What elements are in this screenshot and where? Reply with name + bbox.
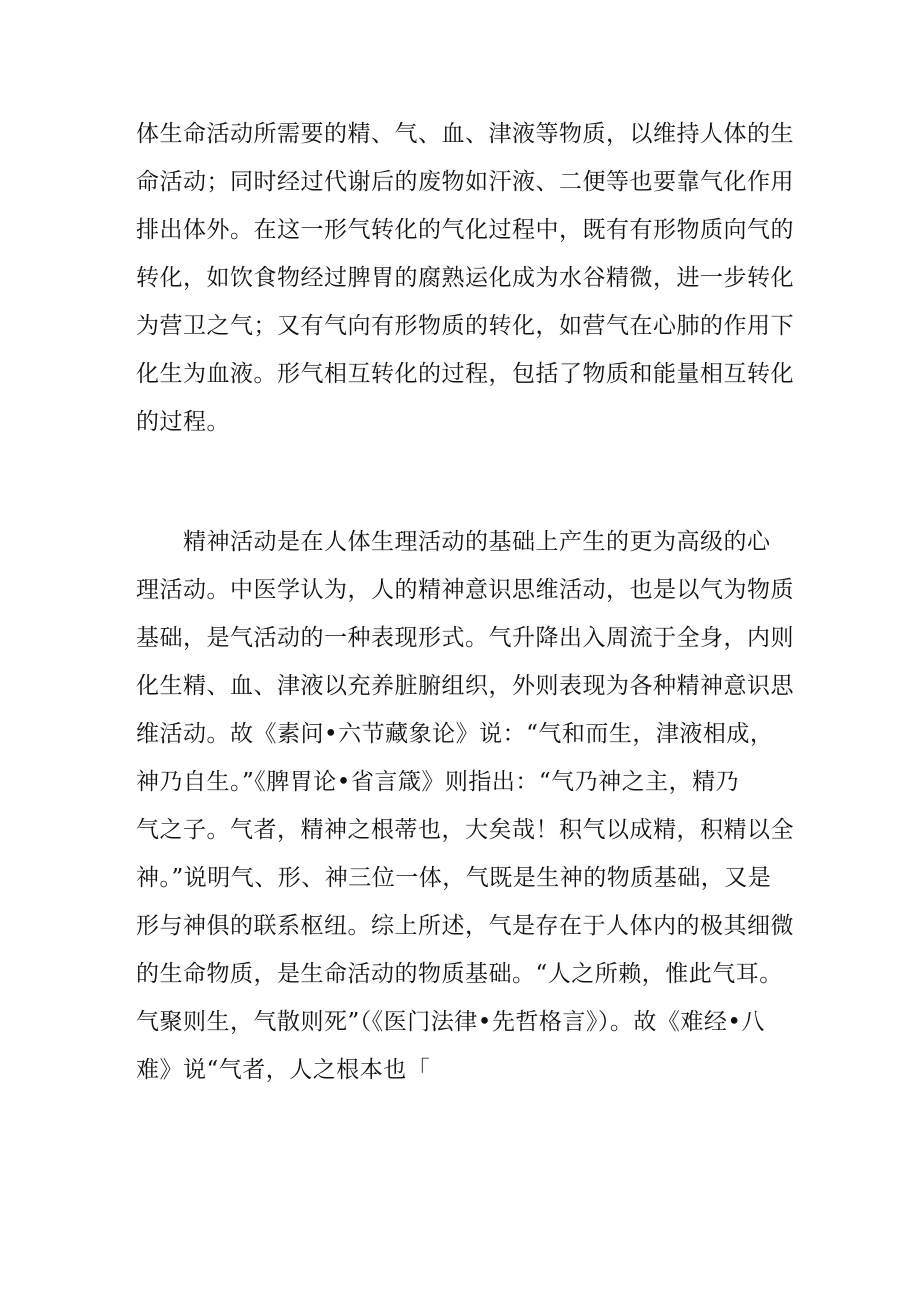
paragraph-line: 排出体外。在这一形气转化的气化过程中，既有有形物质向气的 <box>136 217 794 243</box>
paragraph-line: 精神活动是在人体生理活动的基础上产生的更为高级的心 <box>136 529 771 555</box>
paragraph-line: 气之子。气者，精神之根蒂也，大矣哉！积气以成精，积精以全 <box>136 817 794 843</box>
paragraph-line: 的生命物质，是生命活动的物质基础。“人之所赖，惟此气耳。 <box>136 961 783 987</box>
paragraph-line: 维活动。故《素问•六节藏象论》说：“气和而生，津液相成， <box>136 721 774 747</box>
paragraph-line: 神乃自生。”《脾胃论•省言箴》则指出：“气乃神之主，精乃 <box>136 769 740 795</box>
paragraph-line: 转化，如饮食物经过脾胃的腐熟运化成为水谷精微，进一步转化 <box>136 265 794 291</box>
paragraph-line: 化生为血液。形气相互转化的过程，包括了物质和能量相互转化 <box>136 361 794 387</box>
paragraph-line: 形与神俱的联系枢纽。综上所述，气是存在于人体内的极其细微 <box>136 913 794 939</box>
paragraph-line: 命活动；同时经过代谢后的废物如汗液、二便等也要靠气化作用 <box>136 169 794 195</box>
paragraph-line: 难》说“气者，人之根本也「 <box>136 1057 431 1083</box>
paragraph-line: 神。”说明气、形、神三位一体，气既是生神的物质基础，又是 <box>136 865 772 891</box>
paragraph-line: 的过程。 <box>136 409 230 435</box>
paragraph-2 <box>136 518 796 1094</box>
paragraph-line: 理活动。中医学认为，人的精神意识思维活动，也是以气为物质 <box>136 577 794 603</box>
paragraph-line: 基础，是气活动的一种表现形式。气升降出入周流于全身，内则 <box>136 625 794 651</box>
paragraph-line: 气聚则生，气散则死”（《医门法律•先哲格言》）。故《难经•八 <box>136 1009 765 1035</box>
paragraph-line: 化生精、血、津液以充养脏腑组织，外则表现为各种精神意识思 <box>136 673 794 699</box>
paragraph-line: 体生命活动所需要的精、气、血、津液等物质，以维持人体的生 <box>136 121 794 147</box>
paragraph-line: 为营卫之气；又有气向有形物质的转化，如营气在心肺的作用下 <box>136 313 794 339</box>
paragraph-1 <box>136 110 796 446</box>
